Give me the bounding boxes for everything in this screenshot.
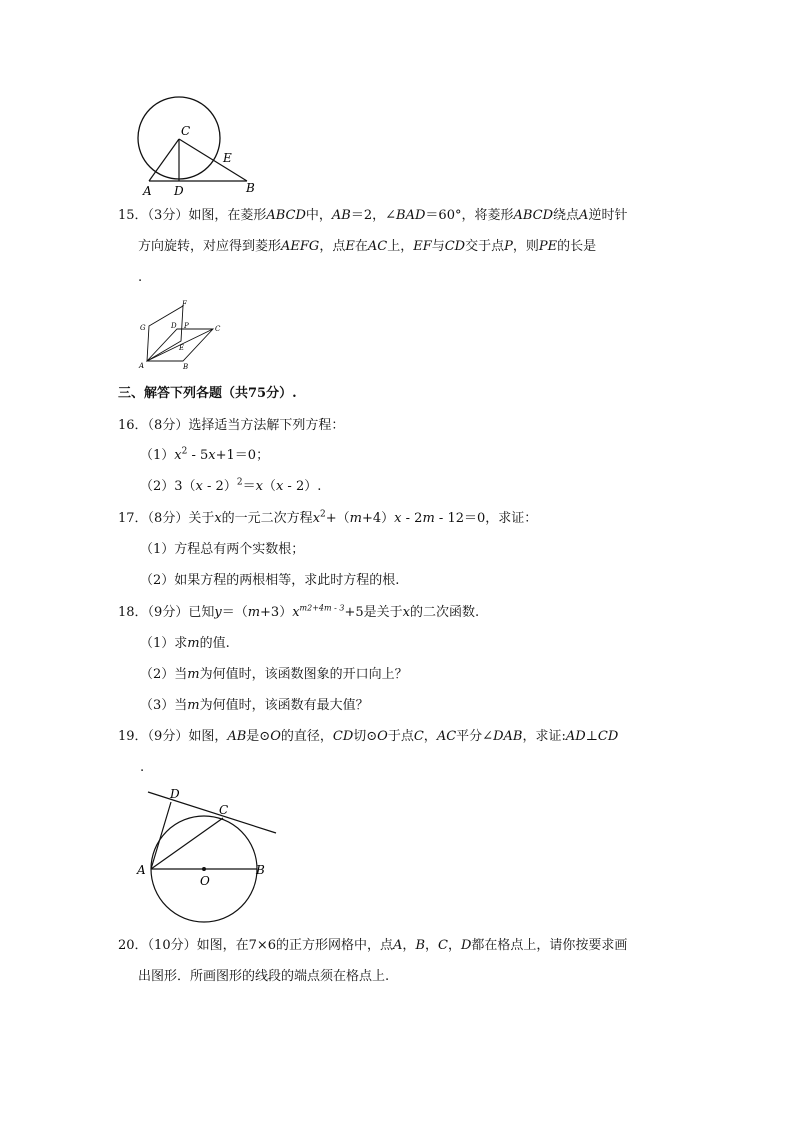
q15-var: AEFG [281,239,320,254]
q19-center-dot [202,867,206,871]
q14-label-C: C [181,124,191,138]
q19-var: C [413,729,424,744]
q15-text: 中， [305,208,332,223]
q15-text: ，则 [512,239,539,254]
q16-exponent: 2 [181,446,188,457]
q18-part-3 [140,697,369,715]
q16-text: （2）3（ [140,479,196,494]
q15-var: AC [367,239,388,254]
q19-label-A: A [137,863,146,877]
q15-var: ABCD [266,208,306,223]
q17-text: - 2 [401,511,423,526]
q15-label-C: C [215,325,221,333]
q15-var: A [579,208,589,223]
q16-text: ＝ [242,479,256,494]
q15-text: 上， [387,239,414,254]
q18-text: ＝（ [221,605,248,620]
q19-tangent-line [148,792,276,833]
q15-label-G: G [140,324,146,332]
q16-var: x [174,448,182,463]
q15-line-3 [138,269,142,287]
q15-var: P [504,239,513,254]
q17-var: x [214,511,222,526]
q18-text: （1）求 [140,636,188,651]
q15-text: 交于点 [465,239,505,254]
q19-text: 是⊙ [246,729,271,744]
q15-text: 方向旋转，对应得到菱形 [138,239,282,254]
q19-var: DAB [493,729,523,744]
q16-var: x [275,479,284,494]
q15-var: AB [331,208,351,223]
q18-text: 的二次函数. [410,605,480,620]
q18-var: m [187,698,200,713]
q18-text: +3） [260,605,293,620]
q20-text: 都在格点上，请你按要求画 [471,938,628,953]
q19-text: 于点 [387,729,414,744]
q18-text: 为何值时，该函数图象的开口向上？ [199,667,408,682]
q17-var: m [349,511,362,526]
q19-text: 切⊙ [353,729,378,744]
q16-text: （1） [140,448,175,463]
q14-figure [130,95,270,200]
q18-text: 的值. [199,636,230,651]
q20-text: ， [402,938,416,953]
q19-label-O: O [200,874,210,888]
q15-figure [135,298,225,372]
q14-label-B: B [246,181,255,195]
q15-var: ABCD [513,208,554,223]
q19-var: AB [227,729,247,744]
q15-label-E: E [179,344,185,352]
q18-part-1 [140,635,230,653]
q19-text: 的直径， [280,729,333,744]
q15-var: EF [413,239,432,254]
q18-text: （2）当 [140,667,188,682]
q18-var: y [214,605,222,620]
q15-score: （3分） [147,208,189,223]
q15-var: E [345,239,355,254]
q18-var: x [292,605,300,620]
q20-line-2: 出图形．所画图形的线段的端点须在格点上. [138,969,390,984]
q18-var: x [402,605,410,620]
q15-text: 绕点 [553,208,580,223]
q18-var: m [187,667,200,682]
q19-label-B: B [256,863,265,877]
q16-text: - 2） [202,479,237,494]
q20-text: 20．（10分）如图，在7×6的正方形网格中，点 [118,938,394,953]
q17-var: m [422,511,435,526]
q19-label-C: C [219,803,229,817]
q17-title [118,510,537,528]
q19-var: O [377,729,388,744]
q19-label-D: D [170,787,180,801]
q14-label-A: A [143,184,152,198]
q15-line-1 [118,207,627,225]
q19-segment-AD [151,802,171,869]
q18-var: m [247,605,261,620]
q20-text: ， [425,938,439,953]
q19-var: CD [332,729,354,744]
q19-text: 平分∠ [456,729,494,744]
q20-text: ， [447,938,461,953]
q16-exponent: 2 [236,477,243,488]
q17-text: - 12＝0，求证： [434,511,538,526]
q17-part-1: （1）方程总有两个实数根； [140,542,305,557]
q19-title [118,728,618,746]
q19-var: AD [565,729,586,744]
q15-number: 15． [118,208,148,223]
q15-text: ＝60°，将菱形 [425,208,514,223]
q15-var: CD [444,239,466,254]
q18-text: +5是关于 [344,605,403,620]
q16-text: +1＝0； [215,448,270,463]
q19-var: CD [597,729,619,744]
q17-text: +4） [362,511,395,526]
q17-var: x [312,511,321,526]
q20-var: C [438,938,448,953]
q18-title [118,604,479,622]
q18-exponent: m2+4m - 3 [299,603,345,613]
q15-label-F: F [182,300,187,308]
q19-segment-AC [151,818,223,869]
q15-text: ，点 [319,239,346,254]
q16-title: 16．（8分）选择适当方法解下列方程： [118,418,345,433]
q15-label-D: D [171,322,177,330]
q20-line-1 [118,937,627,955]
q16-part-2 [140,478,321,496]
q18-text: （3）当 [140,698,188,713]
q14-label-D: D [174,184,184,198]
q19-text: 19．（9分）如图， [118,729,228,744]
q19-text: ，求证: [522,729,566,744]
q15-text: 的长是 [557,239,597,254]
q19-text: ⊥ [585,729,598,744]
section-3-heading: 三、解答下列各题（共75分）. [118,386,297,401]
q16-part-1 [140,447,269,465]
q16-text: （ [262,479,276,494]
q17-exponent: 2 [320,509,326,520]
q17-var: x [394,511,402,526]
q15-text: 逆时针 [588,208,628,223]
q15-var: PE [538,239,558,254]
q18-text: 为何值时，该函数有最大值？ [199,698,369,713]
q15-label-B: B [183,363,189,371]
q15-text: 在 [354,239,368,254]
q18-part-2 [140,666,408,684]
q15-text: ＝2，∠ [350,208,397,223]
q16-text: - 2）. [283,479,322,494]
q19-var: AC [436,729,457,744]
q17-part-2: （2）如果方程的两根相等，求此时方程的根. [140,573,400,588]
q20-var: D [460,938,472,953]
q18-text: 18．（9分）已知 [118,605,215,620]
q18-var: m [187,636,200,651]
q19-var: O [270,729,281,744]
q15-text: 与 [431,239,445,254]
q14-label-E: E [223,151,232,165]
q17-text: 17．（8分）关于 [118,511,215,526]
q17-text: +（ [325,511,350,526]
q19-line-2: . [140,760,145,775]
q14-segment-AC [149,139,179,181]
q16-var: x [195,479,203,494]
q20-var: A [393,938,403,953]
q19-text: ， [423,729,437,744]
q15-label-A: A [139,362,145,370]
q15-blank-end: . [138,270,143,285]
q14-segment-CB [179,139,247,181]
q19-figure [132,785,292,925]
q15-label-P: P [184,322,189,330]
q15-var: BAD [396,208,426,223]
q16-text: - 5 [187,448,209,463]
question-15 [118,207,688,287]
q20-var: B [415,938,425,953]
q16-var: x [208,448,216,463]
q15-line-2 [138,238,596,256]
q17-text: 的一元二次方程 [221,511,313,526]
q16-var: x [255,479,263,494]
q15-text: 如图，在菱形 [188,208,267,223]
